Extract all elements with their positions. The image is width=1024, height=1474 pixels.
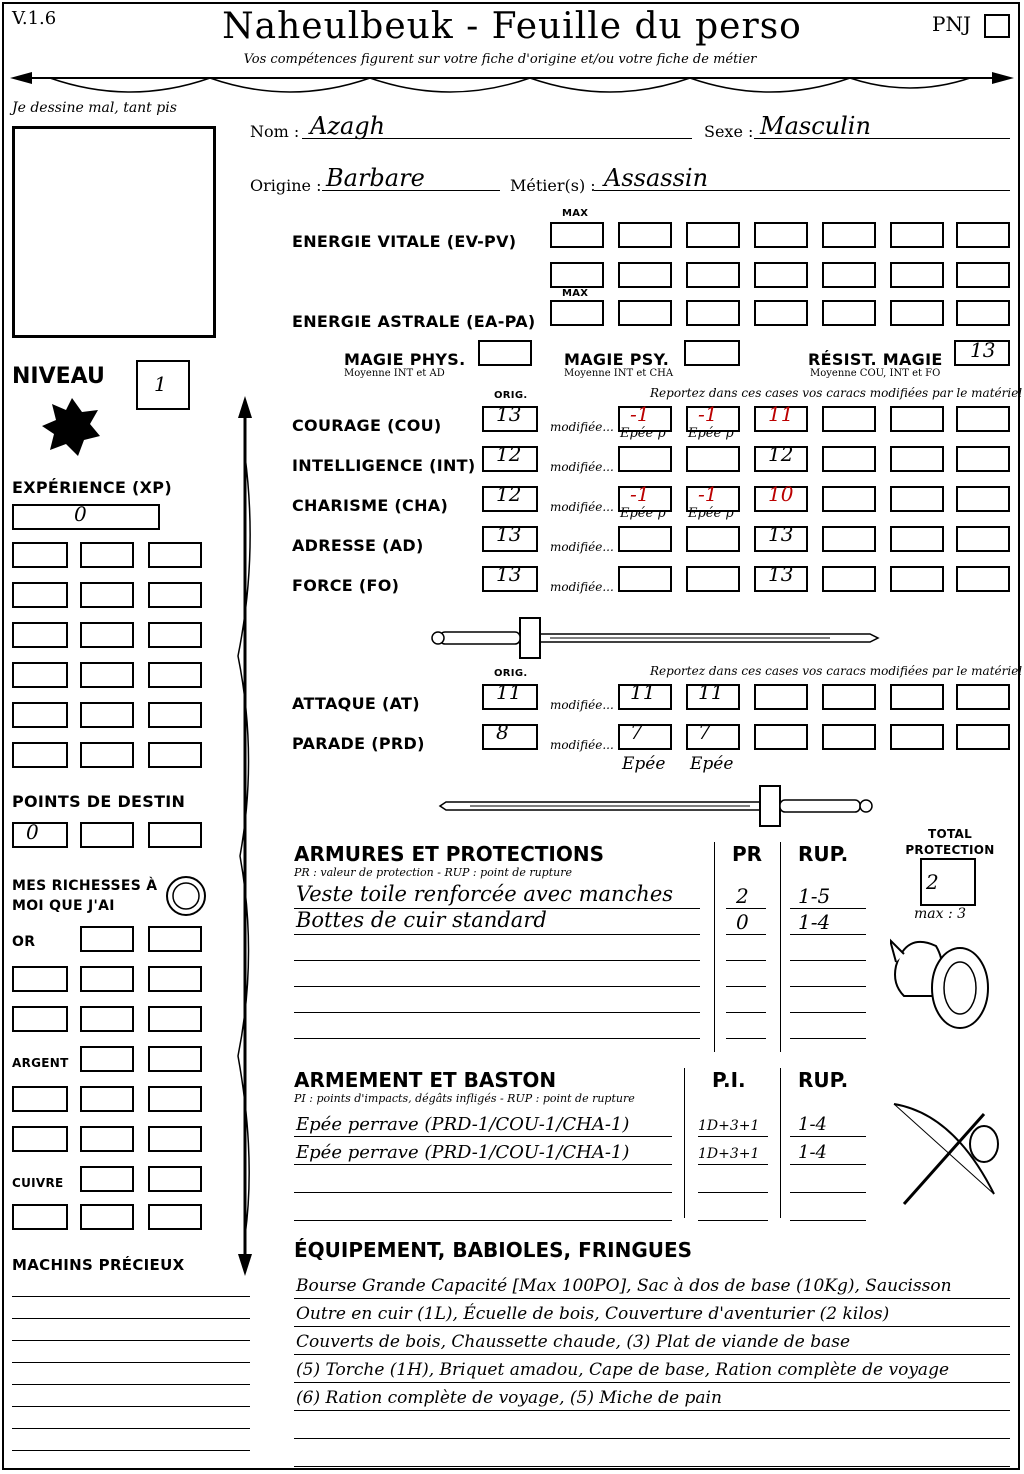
equip-text-1: Outre en cuir (1L), Écuelle de bois, Couverture d'aventurier (2 kilos)	[296, 1304, 890, 1324]
combat-report-note: Reportez dans ces cases vos caracs modifiées par le matériel	[650, 664, 1023, 678]
arme-pi-line-0[interactable]	[698, 1136, 768, 1137]
carac-mod3-value-2: 10	[768, 482, 794, 506]
armement-rup-header: RUP.	[798, 1068, 849, 1092]
money-box-0-0[interactable]	[80, 926, 134, 952]
nom-label: Nom :	[250, 122, 300, 141]
carac-mod-box-2-3[interactable]	[822, 486, 876, 512]
carac-mod-box-3-1[interactable]	[686, 526, 740, 552]
carac-mod-box-2-4[interactable]	[890, 486, 944, 512]
at-mod1-value: 11	[630, 680, 656, 704]
destin-box-3[interactable]	[148, 822, 202, 848]
xp-grid-box-0-1[interactable]	[80, 542, 134, 568]
prd-mod-box-2[interactable]	[754, 724, 808, 750]
ea-box-3[interactable]	[754, 300, 808, 326]
resist-magie-label: RÉSIST. MAGIE	[808, 350, 943, 369]
carac-mod-box-4-4[interactable]	[890, 566, 944, 592]
coin-icon	[164, 874, 208, 918]
money-box-5-0[interactable]	[12, 1126, 68, 1152]
helmet-shield-icon	[890, 926, 1000, 1036]
carac-modif-label-2: modifiée...	[550, 500, 614, 514]
money-box-1-2[interactable]	[148, 966, 202, 992]
or-label: OR	[12, 934, 36, 950]
armement-col-divider-1	[684, 1068, 685, 1218]
carac-label-3: ADRESSE (AD)	[292, 536, 424, 555]
ev-box-1-1[interactable]	[618, 262, 672, 288]
ea-box-0[interactable]	[550, 300, 604, 326]
prd-orig-box[interactable]	[482, 724, 538, 750]
armure-name-line-4[interactable]	[294, 1012, 700, 1013]
magie-phys-box[interactable]	[478, 340, 532, 366]
prd-mod-box-5[interactable]	[956, 724, 1010, 750]
ea-box-6[interactable]	[956, 300, 1010, 326]
version-label: V.1.6	[12, 8, 57, 29]
carac-mod2-value-2: -1	[698, 482, 718, 506]
equip-text-4: (6) Ration complète de voyage, (5) Miche de pain	[296, 1388, 722, 1408]
money-box-6-0[interactable]	[80, 1166, 134, 1192]
carac-mod-box-3-3[interactable]	[822, 526, 876, 552]
xp-grid-box-4-2[interactable]	[148, 702, 202, 728]
machins-line-0[interactable]	[12, 1296, 250, 1297]
money-box-2-1[interactable]	[80, 1006, 134, 1032]
arme-rup-line-1[interactable]	[790, 1164, 866, 1165]
prd-mod1-value: 7	[630, 720, 643, 744]
armure-rup-line-4[interactable]	[790, 1012, 866, 1013]
arme-pi-line-1[interactable]	[698, 1164, 768, 1165]
arme-pi-1: 1D+3+1	[698, 1146, 760, 1162]
carac-label-1: INTELLIGENCE (INT)	[292, 456, 476, 475]
money-box-5-1[interactable]	[80, 1126, 134, 1152]
xp-grid-box-4-1[interactable]	[80, 702, 134, 728]
arme-pi-line-2[interactable]	[698, 1192, 768, 1193]
arme-pi-0: 1D+3+1	[698, 1118, 760, 1134]
prd-mod2-value: 7	[698, 720, 711, 744]
sexe-label: Sexe :	[704, 122, 754, 141]
dragon-icon	[38, 392, 106, 464]
xp-grid-box-5-1[interactable]	[80, 742, 134, 768]
xp-grid-box-0-2[interactable]	[148, 542, 202, 568]
carac-label-4: FORCE (FO)	[292, 576, 400, 595]
armure-name-line-3[interactable]	[294, 986, 700, 987]
ev-box-0-0[interactable]	[550, 222, 604, 248]
armures-title: ARMURES ET PROTECTIONS	[294, 842, 604, 866]
xp-grid-box-3-2[interactable]	[148, 662, 202, 688]
xp-grid-box-5-2[interactable]	[148, 742, 202, 768]
magie-phys-label: MAGIE PHYS.	[344, 350, 466, 369]
arme-rup-1: 1-4	[798, 1142, 827, 1163]
ev-box-0-2[interactable]	[686, 222, 740, 248]
xp-grid-box-4-0[interactable]	[12, 702, 68, 728]
armure-pr-line-4[interactable]	[726, 1012, 766, 1013]
carac-mod-box-3-0[interactable]	[618, 526, 672, 552]
carac-mod-box-4-5[interactable]	[956, 566, 1010, 592]
portrait-caption: Je dessine mal, tant pis	[12, 100, 177, 116]
at-modif-label: modifiée...	[550, 698, 614, 712]
xp-grid-box-2-2[interactable]	[148, 622, 202, 648]
armement-pi-header: P.I.	[712, 1068, 746, 1092]
armure-rup-line-3[interactable]	[790, 986, 866, 987]
carac-mod-box-1-4[interactable]	[890, 446, 944, 472]
carac-mod-box-3-5[interactable]	[956, 526, 1010, 552]
carac-mod-box-0-5[interactable]	[956, 406, 1010, 432]
carac-orig-value-1: 12	[496, 442, 522, 466]
arme-name-line-2[interactable]	[294, 1192, 672, 1193]
arme-name-line-3[interactable]	[294, 1220, 672, 1221]
at-orig-value: 11	[496, 680, 522, 704]
richesses-label: MES RICHESSES À MOI QUE J'AI	[12, 878, 158, 914]
xp-grid-box-3-1[interactable]	[80, 662, 134, 688]
armement-title: ARMEMENT ET BASTON	[294, 1068, 557, 1092]
arme-name-line-1[interactable]	[294, 1164, 672, 1165]
armure-pr-line-3[interactable]	[726, 986, 766, 987]
total-protection-value: 2	[926, 870, 939, 894]
money-box-4-0[interactable]	[12, 1086, 68, 1112]
xp-grid-box-1-0[interactable]	[12, 582, 68, 608]
machins-line-5[interactable]	[12, 1406, 250, 1407]
machins-line-1[interactable]	[12, 1318, 250, 1319]
money-box-6-1[interactable]	[148, 1166, 202, 1192]
money-box-1-0[interactable]	[12, 966, 68, 992]
carac-modif-label-0: modifiée...	[550, 420, 614, 434]
carac-mod3-value-0: 11	[768, 402, 794, 426]
equip-line-6[interactable]	[294, 1466, 1010, 1467]
ea-label: ENERGIE ASTRALE (EA-PA)	[292, 312, 536, 331]
total-protection-label: TOTAL PROTECTION	[905, 827, 995, 857]
metier-label: Métier(s) :	[510, 176, 596, 195]
armure-rup-0: 1-5	[798, 884, 831, 908]
carac-mod-box-0-4[interactable]	[890, 406, 944, 432]
armure-pr-1: 0	[736, 910, 749, 934]
money-box-5-2[interactable]	[148, 1126, 202, 1152]
magie-phys-note: Moyenne INT et AD	[344, 368, 445, 379]
caracs-report-note: Reportez dans ces cases vos caracs modifiées par le matériel	[650, 386, 1023, 400]
money-box-4-2[interactable]	[148, 1086, 202, 1112]
armure-rup-1: 1-4	[798, 910, 831, 934]
armures-pr-header: PR	[732, 842, 763, 866]
carac-modif-label-4: modifiée...	[550, 580, 614, 594]
prd-modif-label: modifiée...	[550, 738, 614, 752]
armure-pr-line-5[interactable]	[726, 1038, 766, 1039]
at-mod-box-3[interactable]	[822, 684, 876, 710]
xp-grid-box-0-0[interactable]	[12, 542, 68, 568]
ea-box-2[interactable]	[686, 300, 740, 326]
arme-rup-line-2[interactable]	[790, 1192, 866, 1193]
armure-rup-line-0[interactable]	[790, 908, 866, 909]
weapons-icon	[884, 1094, 1008, 1216]
machins-line-7[interactable]	[12, 1450, 250, 1451]
carac-mod3-value-1: 12	[768, 442, 794, 466]
carac-orig-value-0: 13	[496, 402, 522, 426]
magie-psy-note: Moyenne INT et CHA	[564, 368, 674, 379]
prd-note-2: Epée	[690, 754, 734, 774]
carac-mod1-value-2: -1	[630, 482, 650, 506]
ea-box-5[interactable]	[890, 300, 944, 326]
xp-grid-box-1-1[interactable]	[80, 582, 134, 608]
combat-orig-label: ORIG.	[494, 668, 528, 679]
prd-orig-value: 8	[496, 720, 509, 744]
cuivre-label: CUIVRE	[12, 1176, 64, 1190]
ea-box-4[interactable]	[822, 300, 876, 326]
sheet-subtitle: Vos compétences figurent sur votre fiche d'origine et/ou votre fiche de métier	[243, 52, 757, 67]
equip-text-2: Couverts de bois, Chaussette chaude, (3) Plat de viande de base	[296, 1332, 851, 1352]
xp-grid-box-1-2[interactable]	[148, 582, 202, 608]
ev-box-1-6[interactable]	[956, 262, 1010, 288]
armure-name-0: Veste toile renforcée avec manches	[296, 882, 674, 906]
origine-value[interactable]: Barbare	[326, 164, 425, 192]
equip-text-0: Bourse Grande Capacité [Max 100PO], Sac à dos de base (10Kg), Saucisson	[296, 1276, 952, 1296]
sexe-value[interactable]: Masculin	[760, 112, 871, 140]
portrait-box[interactable]	[12, 126, 216, 338]
equip-line-1[interactable]	[294, 1326, 1010, 1327]
prd-note-1: Epée	[622, 754, 666, 774]
carac-mod1-note-2: Epée p	[620, 506, 666, 521]
resist-magie-value: 13	[970, 338, 996, 362]
argent-label: ARGENT	[12, 1056, 69, 1070]
destin-value: 0	[26, 820, 39, 844]
ev-box-1-5[interactable]	[890, 262, 944, 288]
sword-illustration-2	[430, 780, 880, 830]
money-box-3-1[interactable]	[148, 1046, 202, 1072]
armure-name-line-1[interactable]	[294, 934, 700, 935]
carac-mod-box-1-1[interactable]	[686, 446, 740, 472]
magie-psy-box[interactable]	[684, 340, 740, 366]
armement-col-divider-2	[780, 1068, 781, 1218]
money-box-1-1[interactable]	[80, 966, 134, 992]
money-box-3-0[interactable]	[80, 1046, 134, 1072]
armure-rup-line-1[interactable]	[790, 934, 866, 935]
arme-pi-line-3[interactable]	[698, 1220, 768, 1221]
xp-label: EXPÉRIENCE (XP)	[12, 478, 172, 497]
armure-pr-line-2[interactable]	[726, 960, 766, 961]
carac-mod2-note-0: Epée p	[688, 426, 734, 441]
arme-name-1: Epée perrave (PRD-1/COU-1/CHA-1)	[296, 1142, 630, 1163]
xp-grid-box-2-1[interactable]	[80, 622, 134, 648]
armures-note: PR : valeur de protection - RUP : point de rupture	[294, 866, 572, 879]
caracs-orig-label: ORIG.	[494, 390, 528, 401]
carac-mod-box-1-0[interactable]	[618, 446, 672, 472]
carac-mod2-note-2: Epée p	[688, 506, 734, 521]
armure-pr-0: 2	[736, 884, 749, 908]
carac-label-0: COURAGE (COU)	[292, 416, 442, 435]
equip-line-5[interactable]	[294, 1438, 1010, 1439]
at-mod-box-4[interactable]	[890, 684, 944, 710]
prd-mod-box-1[interactable]	[686, 724, 740, 750]
money-box-7-0[interactable]	[12, 1204, 68, 1230]
resist-magie-note: Moyenne COU, INT et FO	[810, 368, 941, 379]
ea-box-1[interactable]	[618, 300, 672, 326]
armure-pr-line-0[interactable]	[726, 908, 766, 909]
carac-mod-box-4-1[interactable]	[686, 566, 740, 592]
ev-box-0-6[interactable]	[956, 222, 1010, 248]
prd-mod-box-0[interactable]	[618, 724, 672, 750]
magie-psy-label: MAGIE PSY.	[564, 350, 670, 369]
carac-orig-value-4: 13	[496, 562, 522, 586]
money-box-2-2[interactable]	[148, 1006, 202, 1032]
ev-box-0-5[interactable]	[890, 222, 944, 248]
carac-mod2-value-0: -1	[698, 402, 718, 426]
money-box-2-0[interactable]	[12, 1006, 68, 1032]
niveau-label: NIVEAU	[12, 364, 105, 389]
equip-line-4[interactable]	[294, 1410, 1010, 1411]
money-box-7-2[interactable]	[148, 1204, 202, 1230]
equip-line-3[interactable]	[294, 1382, 1010, 1383]
armure-rup-line-5[interactable]	[790, 1038, 866, 1039]
max-protection-note: max : 3	[914, 906, 967, 922]
carac-orig-value-2: 12	[496, 482, 522, 506]
carac-modif-label-1: modifiée...	[550, 460, 614, 474]
destin-box-1[interactable]	[12, 822, 68, 848]
carac-mod3-value-4: 13	[768, 562, 794, 586]
ev-box-1-2[interactable]	[686, 262, 740, 288]
carac-mod1-value-0: -1	[630, 402, 650, 426]
ev-box-1-0[interactable]	[550, 262, 604, 288]
carac-mod1-note-0: Epée p	[620, 426, 666, 441]
niveau-value: 1	[154, 372, 167, 396]
carac-orig-value-3: 13	[496, 522, 522, 546]
machins-line-4[interactable]	[12, 1384, 250, 1385]
arme-rup-line-0[interactable]	[790, 1136, 866, 1137]
carac-label-2: CHARISME (CHA)	[292, 496, 449, 515]
at-mod-box-5[interactable]	[956, 684, 1010, 710]
xp-grid-box-2-0[interactable]	[12, 622, 68, 648]
arme-rup-0: 1-4	[798, 1114, 827, 1135]
destin-label: POINTS DE DESTIN	[12, 792, 186, 811]
pnj-label: PNJ	[932, 12, 971, 36]
machins-line-6[interactable]	[12, 1428, 250, 1429]
equip-line-0[interactable]	[294, 1298, 1010, 1299]
xp-value: 0	[74, 502, 87, 526]
sword-illustration	[430, 612, 880, 662]
arme-name-0: Epée perrave (PRD-1/COU-1/CHA-1)	[296, 1114, 630, 1135]
arme-rup-line-3[interactable]	[790, 1220, 866, 1221]
xp-grid-box-3-0[interactable]	[12, 662, 68, 688]
armement-note: PI : points d'impacts, dégâts infligés - RUP : point de rupture	[294, 1092, 635, 1105]
ev-box-0-3[interactable]	[754, 222, 808, 248]
money-box-0-1[interactable]	[148, 926, 202, 952]
prd-mod-box-3[interactable]	[822, 724, 876, 750]
destin-box-2[interactable]	[80, 822, 134, 848]
machins-line-3[interactable]	[12, 1362, 250, 1363]
prd-mod-box-4[interactable]	[890, 724, 944, 750]
machins-label: MACHINS PRÉCIEUX	[12, 1256, 185, 1274]
machins-line-2[interactable]	[12, 1340, 250, 1341]
armures-col-divider-1	[714, 842, 715, 1052]
carac-mod-box-1-3[interactable]	[822, 446, 876, 472]
arme-name-line-0[interactable]	[294, 1136, 672, 1137]
sheet-title: Naheulbeuk - Feuille du perso	[222, 6, 802, 47]
ev-box-1-3[interactable]	[754, 262, 808, 288]
money-box-4-1[interactable]	[80, 1086, 134, 1112]
carac-mod-box-0-3[interactable]	[822, 406, 876, 432]
carac-modif-label-3: modifiée...	[550, 540, 614, 554]
armure-rup-line-2[interactable]	[790, 960, 866, 961]
at-label: ATTAQUE (AT)	[292, 694, 420, 713]
origine-label: Origine :	[250, 176, 322, 195]
at-mod2-value: 11	[698, 680, 724, 704]
armure-name-1: Bottes de cuir standard	[296, 908, 547, 932]
armure-pr-line-1[interactable]	[726, 934, 766, 935]
nom-value[interactable]: Azagh	[310, 112, 386, 140]
armures-rup-header: RUP.	[798, 842, 849, 866]
equipement-title: ÉQUIPEMENT, BABIOLES, FRINGUES	[294, 1238, 693, 1262]
metier-value[interactable]: Assassin	[604, 164, 709, 192]
carac-mod-box-1-5[interactable]	[956, 446, 1010, 472]
carac-mod-box-2-5[interactable]	[956, 486, 1010, 512]
ea-max-label: MAX	[562, 288, 589, 299]
xp-grid-box-5-0[interactable]	[12, 742, 68, 768]
armure-name-line-5[interactable]	[294, 1038, 700, 1039]
ev-box-0-4[interactable]	[822, 222, 876, 248]
money-box-7-1[interactable]	[80, 1204, 134, 1230]
carac-mod3-value-3: 13	[768, 522, 794, 546]
armure-name-line-2[interactable]	[294, 960, 700, 961]
vertical-spear-decoration	[228, 396, 262, 1276]
at-mod-box-2[interactable]	[754, 684, 808, 710]
carac-mod-box-4-3[interactable]	[822, 566, 876, 592]
prd-label: PARADE (PRD)	[292, 734, 425, 753]
ev-max-label: MAX	[562, 208, 589, 219]
equip-line-2[interactable]	[294, 1354, 1010, 1355]
pnj-checkbox[interactable]	[984, 14, 1010, 38]
equip-text-3: (5) Torche (1H), Briquet amadou, Cape de base, Ration complète de voyage	[296, 1360, 950, 1380]
carac-mod-box-3-4[interactable]	[890, 526, 944, 552]
armures-col-divider-2	[780, 842, 781, 1052]
carac-mod-box-4-0[interactable]	[618, 566, 672, 592]
ev-box-1-4[interactable]	[822, 262, 876, 288]
ev-box-0-1[interactable]	[618, 222, 672, 248]
ev-label: ENERGIE VITALE (EV-PV)	[292, 232, 517, 251]
